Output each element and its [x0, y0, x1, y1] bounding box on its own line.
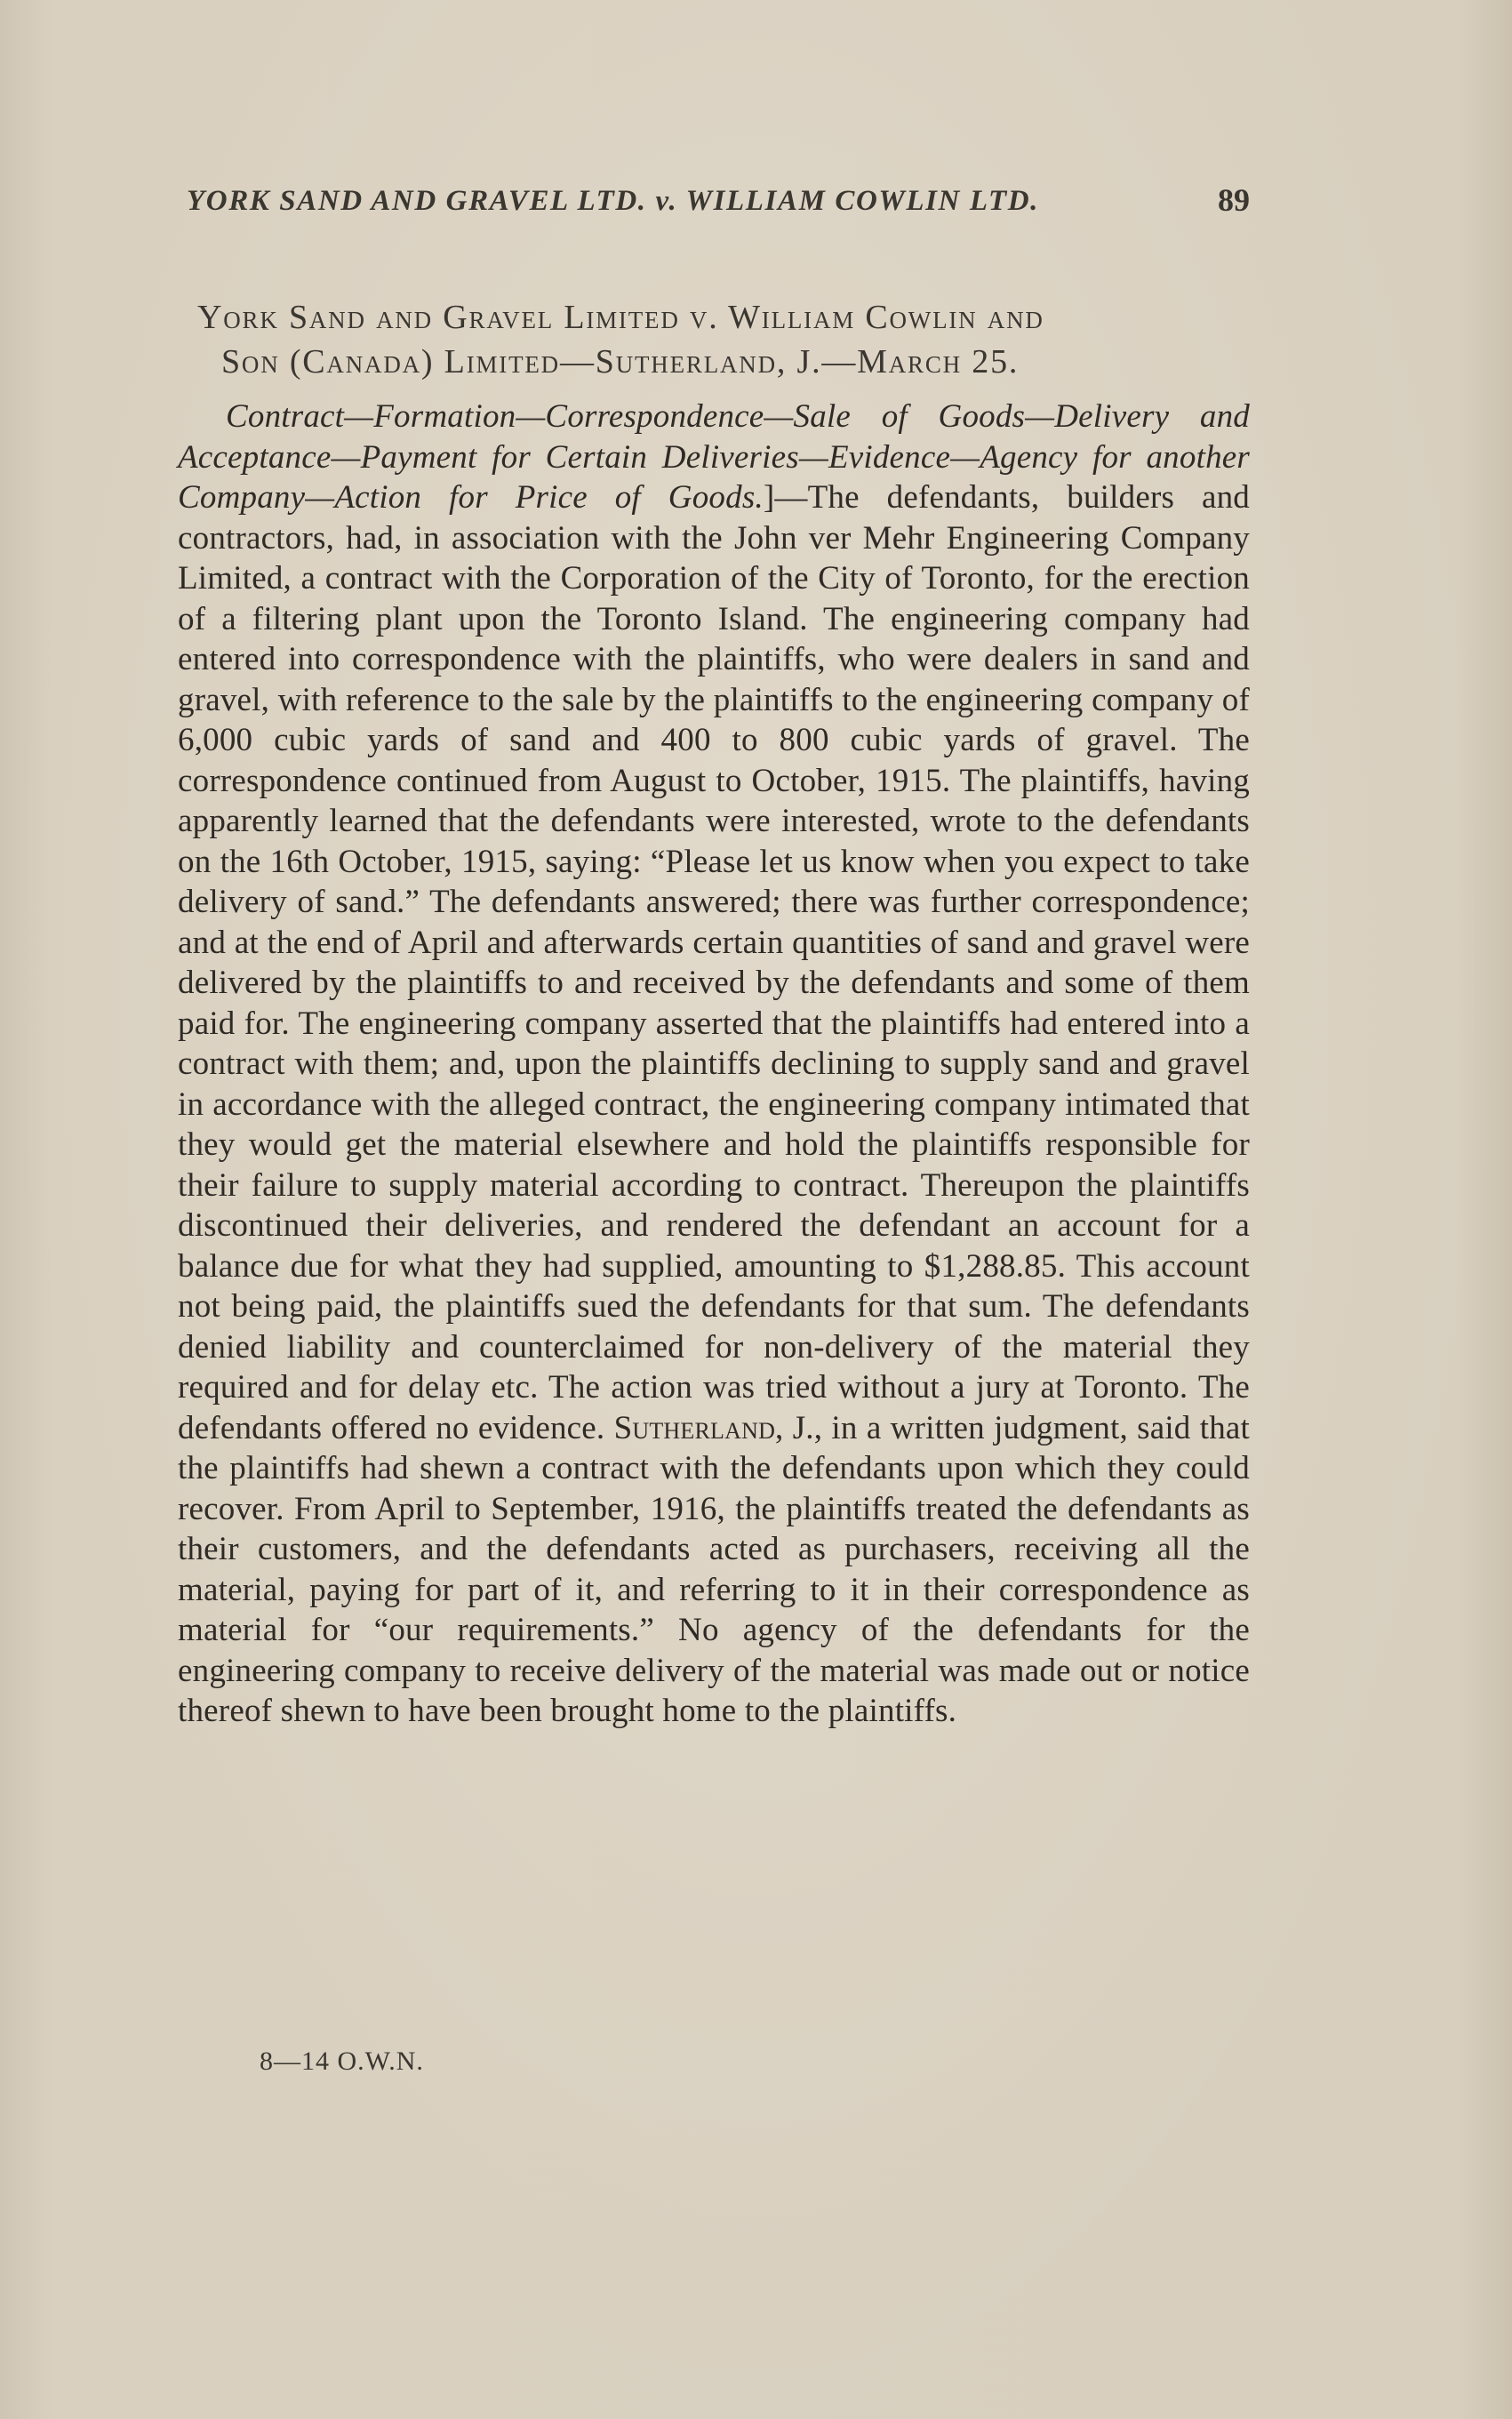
running-head [187, 182, 1250, 229]
judge-name: Sutherland, J. [613, 1409, 814, 1446]
report-text-part-1: ]—The defendants, builders and contractors, had, in association with the John ver Mehr Engineering Company Limited, a contract with the Corporation of the City of Toronto, for the erection of a filtering plant upon the Toronto Island. The engineering company had entered into correspondence with the plaintiffs, who were dealers in sand and gravel, with reference to the sale by the plaintiffs to the engineering company of 6,000 cubic yards of sand and 400 to 800 cubic yards of gravel. The correspondence continued from August to October, 1915. The plaintiffs, having apparently learned that the defendants were interested, wrote to the defendants on the 16th October, 1915, saying: “Please let us know when you expect to take delivery of sand.” The defendants answered; there was further correspondence; and at the end of April and afterwards certain quantities of sand and gravel were delivered by the plaintiffs to and received by the defendants and some of them paid for. The engineering company asserted that the plaintiffs had entered into a contract with them; and, upon the plaintiffs declining to supply sand and gravel in accordance with the alleged contract, the engineering company intimated that they would get the material elsewhere and hold the plaintiffs responsible for their failure to supply material according to contract. Thereupon the plaintiffs discontinued their deliveries, and rendered the defendant an account for a balance due for what they had supplied, amounting to $1,288.85. This account not being paid, the plaintiffs sued the defendants for that sum. The defendants denied liability and counterclaimed for non-delivery of the material they required and for delay etc. The action was tried without a jury at Toronto. The defendants offered no evidence. [178, 479, 1250, 1446]
running-head-title: YORK SAND AND GRAVEL LTD. v. WILLIAM COWLIN LTD. [187, 185, 1040, 217]
page-number: 89 [1218, 182, 1250, 218]
headnote: Contract—Formation—Correspondence—Sale of Goods—Delivery and Acceptance—Payment for Certain Deliveries—Evidence—Agency for another Company—Action for Price of Goods. [178, 398, 1250, 516]
case-title-line-2: Son (Canada) Limited—Sutherland, J.—March 25. [221, 343, 1020, 380]
case-title [197, 295, 1255, 384]
report-body [178, 396, 1250, 1732]
signature-mark: 8—14 O.W.N. [260, 2047, 424, 2076]
report-text-part-2: , in a written judgment, said that the plaintiffs had shewn a contract with the defendants upon which they could recover. From April to September, 1916, the plaintiffs treated the defendants as their customers, and the defendants acted as purchasers, receiving all the material, paying for part of it, and referring to it in their correspondence as material for “our requirements.” No agency of the defendants for the engineering company to receive delivery of the material was made out or notice thereof shewn to have been brought home to the plaintiffs. [178, 1409, 1251, 1729]
case-title-line-1: York Sand and Gravel Limited v. William Cowlin and [197, 299, 1044, 336]
